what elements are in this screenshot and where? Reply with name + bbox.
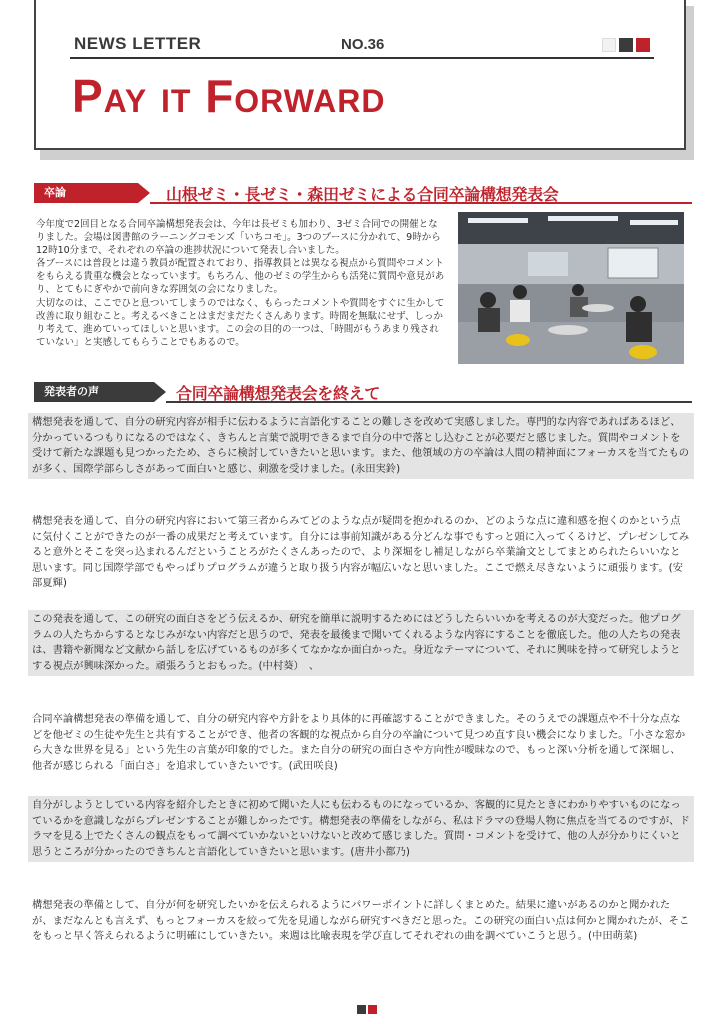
article-paragraph: 大切なのは、ここでひと息ついてしまうのではなく、もらったコメントや質問をすぐに生かして改善に取り組むこと。考えるべきことはまだまだたくさんあります。時間を無駄にせず、しっかり考えて、進めていってほしいと思います。この会の目的の一つは、「時間がもうあまり残されていない」と実感してもらうことでもあるので。 bbox=[36, 297, 445, 348]
classroom-photo-illustration bbox=[458, 212, 684, 364]
decor-square-red bbox=[636, 38, 650, 52]
masthead bbox=[34, 0, 686, 150]
student-comment: 構想発表を通して、自分の研究内容において第三者からみてどのような点が疑問を抱かれるのか、どのような点に違和感を抱くのかという点に気付くことができたのが一番の成果だと考えています。自分には事前知識がある分どんな事でもすっと頭に入ってくるけど、プレゼンしてみると意外とそこを突っ込まれるんだということろがたくさんあったので、より深堀をし補足しながら卒業論文としてまとめられたらいいなと思います。同じ国際学部でもやっぱりプログラムが違うと取り扱う内容が幅広いなと思いました。ここで燃え尽きないように頑張ります。(安部夏輝) bbox=[32, 515, 690, 590]
footer-square-red bbox=[368, 1005, 377, 1014]
student-comment: 構想発表を通して、自分の研究内容が相手に伝わるように言語化することの難しさを改めて実感しました。専門的な内容であればあるほど、分かっているつもりになるのではなく、きちんと言葉で説明できるまで自分の中で落とし込むことが必要だと感じました。質問やコメントを受けて新たな課題も見つかったため、さらに検討していきたいと思います。また、他領域の方の卒論は人間の精神面にフォーカスを当てたものが多く、国際学部らしさがあって面白いと感じ、刺激を受けました。(永田実鈴) bbox=[28, 413, 694, 479]
student-comment: 自分がしようとしている内容を紹介したときに初めて聞いた人にも伝わるものになっているか、客観的に見たときにわかりやすいものになっているかを意識しながらプレゼンすることが難しかったです。構想発表の準備をしながら、私はドラマの登場人物に焦点を当てるのですが、ドラマを見る上でたくさんの観点をもって調べていかないといけないと改めて感じました。質問・コメントを受けて、他の人が分かりにくいと思うところが分かったのできちんと言語化していきたいと思います。(唐井小都乃) bbox=[28, 796, 694, 862]
section-arrow bbox=[154, 382, 166, 402]
section-tag-voices: 発表者の声 bbox=[34, 382, 154, 402]
section-tag-thesis: 卒論 bbox=[34, 183, 138, 203]
student-comment: 構想発表の準備として、自分が何を研究したいかを伝えられるようにパワーポイントに詳しくまとめた。結果に違いがあるのかと聞かれたが、まだなんとも言えず、もっとフォーカスを絞って先を見通しながら研究すべきだと思った。この研究の面白い点は何かと聞かれたが、そこをもっと早く答えられるように明確にしていきたい。来週は比喩表現を学び直してそれぞれの曲を調べていこうと思う。(中田萌菜) bbox=[32, 899, 690, 943]
section-arrow bbox=[138, 183, 150, 203]
footer-square-dark bbox=[357, 1005, 366, 1014]
student-comment: この発表を通して、この研究の面白さをどう伝えるか、研究を簡単に説明するためにはどうしたらいいかを考えるのが大変だった。他プログラムの人たちからするとなじみがない内容だと思うので、発表を最後まで聞いてくれるような内容にすることを徹底した。他の人たちの発表は、書籍や新聞など文献から話しを広げているものが多くてなかなか面白かった。身近なテーマについて、それに興味を持って研究しようとする視点が興味深かった。頑張ろうとおもった。(中村葵） 、 bbox=[28, 610, 694, 676]
article-paragraph: 今年度で2回目となる合同卒論構想発表会は、今年は長ゼミも加わり、3ゼミ合同での開催となりました。会場は図書館のラーニングコモンズ「いちコモ」。3つのブースに分かれて、9時から12時10分まで、それぞれの卒論の進捗状況について発表し合いました。 bbox=[36, 219, 441, 257]
newsletter-title: Pay it Forward bbox=[72, 70, 386, 122]
issue-number: NO.36 bbox=[341, 36, 385, 53]
section-title: 合同卒論構想発表会を終えて bbox=[176, 384, 381, 403]
section-title: 山根ゼミ・長ゼミ・森田ゼミによる合同卒論構想発表会 bbox=[166, 185, 559, 204]
article-body bbox=[36, 218, 446, 349]
header-rule bbox=[70, 57, 654, 59]
footer-squares bbox=[357, 999, 379, 1018]
event-photo bbox=[458, 212, 684, 364]
decor-square-light bbox=[602, 38, 616, 52]
decor-squares bbox=[602, 38, 653, 57]
decor-square-dark bbox=[619, 38, 633, 52]
article-paragraph: 各ブースには普段とは違う教員が配置されており、指導教員とは異なる視点から質問やコメントをもらえる貴重な機会となっています。もちろん、他のゼミの学生からも活発に質問や意見があり、とてもにぎやかで前向きな雰囲気の会になりました。 bbox=[36, 258, 445, 296]
student-comment: 合同卒論構想発表の準備を通して、自分の研究内容や方針をより具体的に再確認することができました。そのうえでの課題点や不十分な点などを他ゼミの生徒や先生と共有することができ、他者の客観的な視点から自分の卒論について見つめ直す良い機会になりました。「小さな窓から大きな世界を見る」という先生の言葉が印象的でした。また自分の研究の面白さや方向性が曖昧なので、もっと深い分析を通して深堀し、他者が感じられる「面白さ」を追求していきたいです。(武田咲良) bbox=[32, 713, 686, 772]
newsletter-label: NEWS LETTER bbox=[74, 34, 202, 53]
